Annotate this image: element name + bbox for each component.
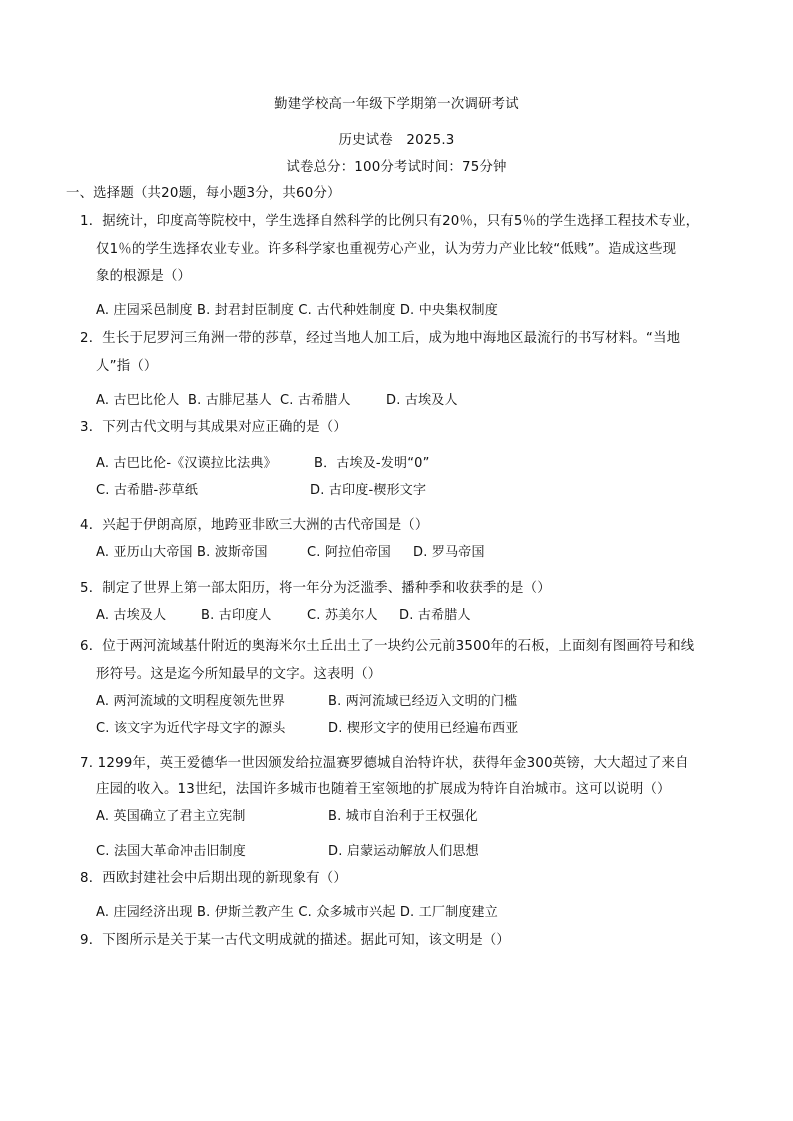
question-text: 2．生长于尼罗河三角洲一带的莎草，经过当地人加工后，成为地中海地区最流行的书写材料。“当地 [80,331,681,346]
question-text: 仅1％的学生选择农业专业。许多科学家也重视劳心产业，认为劳力产业比较“低贱”。造成这些现 [96,242,677,257]
option-a: A. 古巴比伦人 [96,393,180,408]
option-d: D. 启蒙运动解放人们思想 [328,844,479,859]
option-c: C. 古希腊人 [280,393,351,408]
question-text: 象的根源是（） [96,269,192,284]
options-line: A. 庄园经济出现 B. 伊斯兰教产生 C. 众多城市兴起 D. 工厂制度建立 [96,905,498,920]
question-text: 5．制定了世界上第一部太阳历，将一年分为泛滥季、播种季和收获季的是（） [80,581,551,596]
options-line: A. 庄园采邑制度 B. 封君封臣制度 C. 古代种姓制度 D. 中央集权制度 [96,303,498,318]
question-text: 人”指（） [96,359,158,374]
option-b: B. 古腓尼基人 [188,393,272,408]
option-c: C. 法国大革命冲击旧制度 [96,844,246,859]
section-heading: 一、选择题（共20题，每小题3分，共60分） [66,186,341,201]
question-text: 4．兴起于伊朗高原，地跨亚非欧三大洲的古代帝国是（） [80,518,429,533]
option-c: C. 苏美尔人 [307,608,378,623]
option-d: D. 古希腊人 [399,608,471,623]
option-a-b: A. 亚历山大帝国 B. 波斯帝国 [96,545,268,560]
option-c: C. 该文字为近代字母文字的源头 [96,721,286,736]
question-text: 3．下列古代文明与其成果对应正确的是（） [80,420,347,435]
option-c: C. 阿拉伯帝国 [307,545,391,560]
option-c: C. 古希腊-莎草纸 [96,483,199,498]
option-b: B. 城市自治利于王权强化 [328,809,478,824]
exam-title: 勤建学校高一年级下学期第一次调研考试 [274,97,519,112]
question-text: 庄园的收入。13世纪，法国许多城市也随着王室领地的扩展成为特许自治城市。这可以说明（） [96,782,671,797]
option-d: D. 古印度-楔形文字 [310,483,427,498]
question-text: 9．下图所示是关于某一古代文明成就的描述。据此可知，该文明是（） [80,933,511,948]
option-d: D. 罗马帝国 [413,545,485,560]
exam-subject: 历史试卷 2025.3 [338,133,455,148]
option-a: A. 两河流域的文明程度领先世界 [96,694,286,709]
exam-info: 试卷总分：100分考试时间：75分钟 [286,160,507,175]
question-text: 6．位于两河流域基什附近的奥海米尔土丘出土了一块约公元前3500年的石板，上面刻有图画符号和线 [80,639,695,654]
option-b: B. 两河流域已经迈入文明的门槛 [328,694,518,709]
question-text: 8．西欧封建社会中后期出现的新现象有（） [80,871,347,886]
option-d: D. 楔形文字的使用已经遍布西亚 [328,721,519,736]
option-d: D. 古埃及人 [386,393,458,408]
question-text: 7. 1299年，英王爱德华一世因颁发给拉温赛罗德城自治特许状，获得年金300英镑，大大超过了来自 [80,756,689,771]
option-a: A. 英国确立了君主立宪制 [96,809,246,824]
question-text: 形符号。这是迄今所知最早的文字。这表明（） [96,667,382,682]
question-text: 1．据统计，印度高等院校中，学生选择自然科学的比例只有20％，只有5％的学生选择工程技术专业， [80,214,700,229]
option-b: B．古埃及-发明“0” [314,456,430,471]
option-a: A. 古埃及人 [96,608,167,623]
option-b: B. 古印度人 [201,608,272,623]
option-a: A. 古巴比伦-《汉谟拉比法典》 [96,456,277,471]
